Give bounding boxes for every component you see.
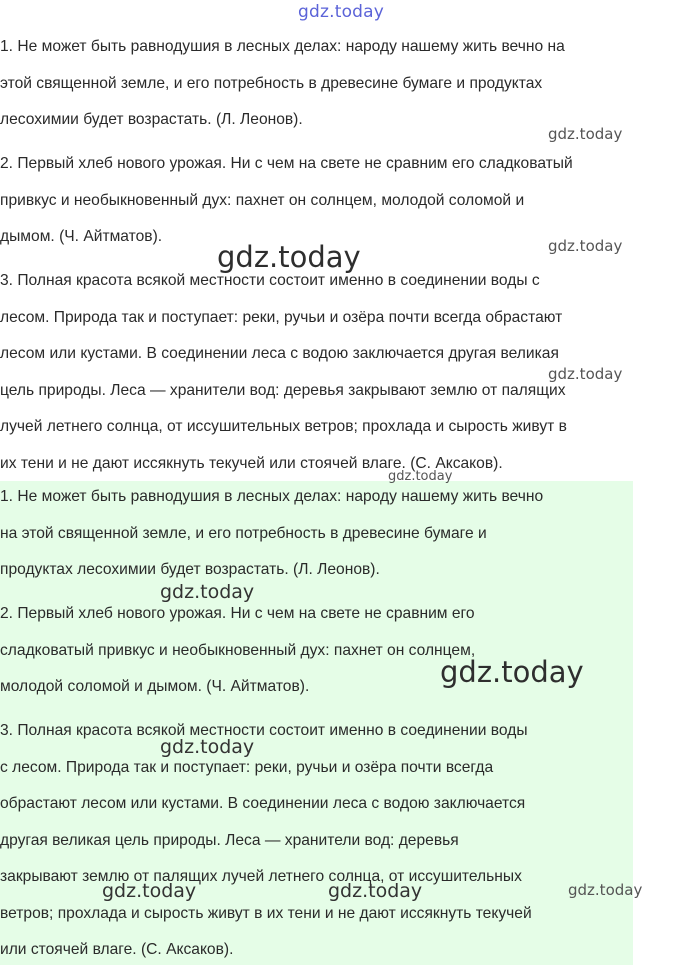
text-line: лесом. Природа так и поступает: реки, ручьи и озёра почти всегда обрастают (0, 308, 563, 326)
text-line: продуктах лесохимии будет возрастать. (Л. Леонов). (0, 561, 380, 578)
text-line: дымом. (Ч. Айтматов). (0, 228, 163, 245)
text-line: привкус и необыкновенный дух: пахнет он солнцем, молодой соломой и (0, 191, 525, 209)
text-line: лесом или кустами. В соединении леса с водою заключается другая великая (0, 345, 559, 362)
answer-paragraph-1 (0, 479, 543, 589)
watermark: gdz.today (388, 469, 453, 484)
text-line: цель природы. Леса — хранители вод: деревья закрывают землю от палящих (0, 381, 566, 399)
watermark: gdz.today (548, 237, 623, 255)
text-line: лесохимии будет возрастать. (Л. Леонов). (0, 111, 303, 128)
text-line: или стоячей влаге. (С. Аксаков). (0, 941, 234, 958)
answer-paragraph-3 (0, 713, 532, 969)
watermark: gdz.today (568, 881, 643, 899)
text-line: молодой соломой и дымом. (Ч. Айтматов). (0, 678, 310, 695)
watermark: gdz.today (160, 736, 255, 758)
text-line: ветров; прохлада и сырость живут в их тени и не дают иссякнуть текучей (0, 904, 532, 922)
text-line: лучей летнего солнца, от иссушительных ветров; прохлада и сырость живут в (0, 418, 567, 435)
watermark: gdz.today (328, 880, 423, 902)
original-paragraph-3 (0, 263, 567, 482)
text-line: 3. Полная красота всякой местности состоит именно в соединении воды с (0, 272, 540, 289)
text-line: другая великая цель природы. Леса — хранители вод: деревья (0, 831, 459, 849)
text-line: 3. Полная красота всякой местности состоит именно в соединении воды (0, 722, 528, 739)
text-line: их тени и не дают иссякнуть текучей или стоячей влаге. (С. Аксаков). (0, 454, 503, 472)
text-line: сладковатый привкус и необыкновенный дух: пахнет он солнцем, (0, 641, 476, 659)
text-line: этой священной земле, и его потребность в древесине бумаге и продуктах (0, 74, 543, 92)
text-line: 1. Не может быть равнодушия в лесных делах: народу нашему жить вечно (0, 488, 544, 505)
watermark: gdz.today (217, 240, 361, 274)
text-line: с лесом. Природа так и поступает: реки, ручьи и озёра почти всегда (0, 758, 494, 776)
text-line: 2. Первый хлеб нового урожая. Ни с чем на свете не сравним его (0, 605, 475, 622)
watermark: gdz.today (160, 581, 255, 603)
text-line: закрывают землю от палящих лучей летнего солнца, от иссушительных (0, 868, 522, 885)
original-paragraph-1 (0, 29, 565, 139)
watermark: gdz.today (548, 365, 623, 383)
watermark: gdz.today (440, 655, 584, 689)
text-line: обрастают лесом или кустами. В соединении леса с водою заключается (0, 795, 526, 812)
original-paragraph-2 (0, 146, 573, 256)
site-logo[interactable]: gdz.today (298, 2, 385, 22)
text-line: 1. Не может быть равнодушия в лесных делах: народу нашему жить вечно на (0, 38, 565, 55)
text-line: на этой священной земле, и его потребность в древесине бумаге и (0, 524, 487, 542)
text-line: 2. Первый хлеб нового урожая. Ни с чем на свете не сравним его сладковатый (0, 155, 573, 172)
watermark: gdz.today (102, 880, 197, 902)
watermark: gdz.today (548, 125, 623, 143)
answer-paragraph-2 (0, 596, 475, 706)
